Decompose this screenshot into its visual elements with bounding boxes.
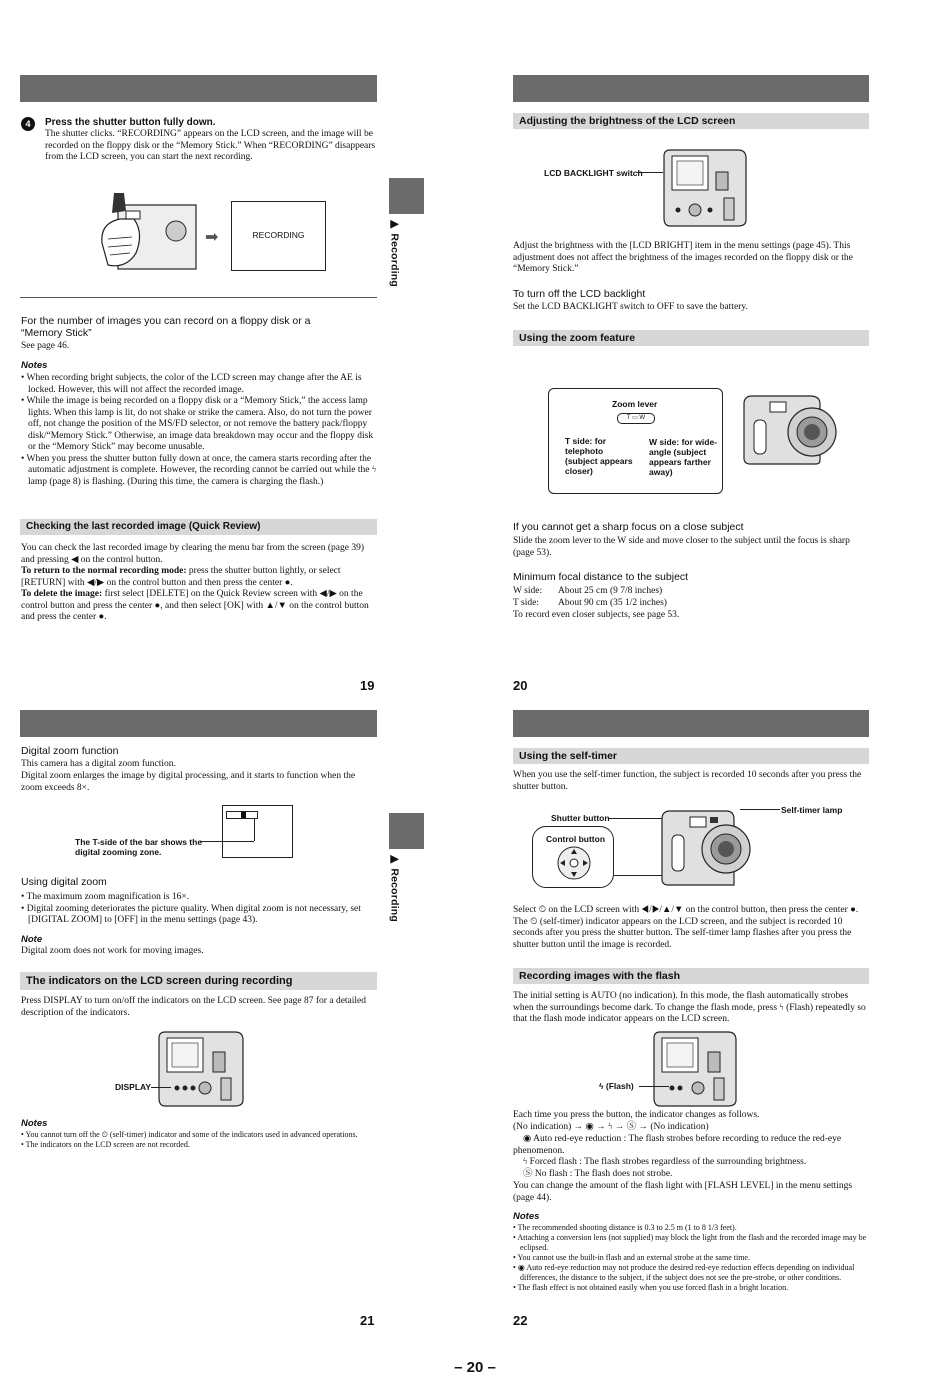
- sheet-page-number: – 20 –: [454, 1359, 496, 1376]
- flash-leader-line: [639, 1086, 669, 1087]
- t-side-label-row: T side:: [513, 598, 539, 608]
- self-timer-text2: Select ⏲ on the LCD screen with ◀/▶/▲/▼ on the control button, then press the center ●. The ⏲ (self-timer) indicator appears on the LCD screen, and the subject is recorded 10 seconds after you press the shutter button. The self-timer lamp flashes after you press the shutter button until the image is recorded.: [513, 905, 859, 950]
- page19-header-bar: [20, 75, 377, 102]
- images-count-title: For the number of images you can record on a floppy disk or a “Memory Stick”: [21, 315, 311, 339]
- notes-title-19: Notes: [21, 360, 48, 371]
- min-focal-title: Minimum focal distance to the subject: [513, 571, 689, 583]
- page-number-20: 20: [513, 678, 528, 693]
- w-side-value: About 25 cm (9 7/8 inches): [558, 586, 663, 596]
- note-item: • You cannot use the built-in flash and an external strobe at the same time.: [513, 1253, 869, 1263]
- indicators-text: Press DISPLAY to turn on/off the indicators on the LCD screen. See page 87 for a detailed description of the indicators.: [21, 996, 367, 1018]
- flash-button-label: ϟ (Flash): [599, 1081, 634, 1091]
- arrow-right-icon: ➡: [205, 229, 219, 246]
- quick-review-text: [21, 543, 377, 624]
- notes-list-19: [21, 373, 377, 488]
- digital-zoom-text1: This camera has a digital zoom function.: [21, 759, 176, 769]
- dz-list-item: • Digital zooming deteriorates the picture quality. When digital zoom is not necessary, set [DIGITAL ZOOM] to [OFF] in the menu settings (page 43).: [21, 904, 361, 927]
- note-text-21: Digital zoom does not work for moving images.: [21, 946, 204, 956]
- step-4-title: Press the shutter button fully down.: [45, 117, 216, 128]
- section-tab-bottom: [389, 813, 424, 849]
- cycle-intro: Each time you press the button, the indicator changes as follows.: [513, 1110, 760, 1120]
- note-item: • Attaching a conversion lens (not supplied) may block the light from the flash and the recorded image may be eclipsed.: [513, 1233, 869, 1253]
- camera-top-illustration: [660, 805, 752, 890]
- display-button-label: DISPLAY: [115, 1082, 152, 1092]
- camera-display-illustration: [155, 1030, 247, 1108]
- delete-text: first select [DELETE] on the Quick Review screen with ◀/▶ on the control button and press the center ●, and then select [OK] with ▲/▼ on the control button and press the center ●.: [21, 589, 369, 622]
- camera-back-illustration: [660, 148, 748, 228]
- t-side-row: [513, 598, 667, 610]
- note-item: • You cannot turn off the ⏲ (self-timer) indicator and some of the indicators used in advanced operations.: [21, 1130, 377, 1140]
- note-title-21: Note: [21, 934, 43, 945]
- control-button-label: Control button: [546, 834, 606, 844]
- return-text: press the shutter button lightly, or select [RETURN] with ◀/▶ on the control button and then press the center ●.: [21, 566, 341, 588]
- t-side-label: T side: for telephoto (subject appears closer): [565, 436, 633, 476]
- delete-label: To delete the image:: [21, 589, 103, 599]
- shutter-button-label: Shutter button: [551, 813, 610, 823]
- section-tab-label-bottom: ▶ Recording: [388, 853, 401, 923]
- note-item: • While the image is being recorded on a floppy disk or a “Memory Stick,” the access lamp lights. When this lamp is lit, do not shake or strike the camera. Also, do not turn the power off, not change the position of the MS/FD selector, or not remove the battery pack/floppy disk/“Memory Stick.” Otherwise, an image data breakdown may occur and the floppy disk or the “Memory Stick” may become unusable.: [21, 396, 377, 454]
- images-count-text: See page 46.: [21, 341, 70, 351]
- focus-title: If you cannot get a sharp focus on a close subject: [513, 521, 744, 533]
- flash-level-text: You can change the amount of the flash light with [FLASH LEVEL] in the menu settings (page 44).: [513, 1181, 853, 1203]
- w-side-label: W side: for wide-angle (subject appears farther away): [649, 437, 717, 477]
- step-4-number: 4: [21, 117, 35, 131]
- shutter-press-illustration: [98, 193, 198, 273]
- dz-list-item: • The maximum zoom magnification is 16×.: [21, 892, 361, 904]
- page20-header-bar: [513, 75, 869, 102]
- self-timer-lamp-label: Self-timer lamp: [781, 805, 843, 815]
- zoom-bar-callout-vline: [254, 819, 255, 841]
- step-4-text: The shutter clicks. “RECORDING” appears on the LCD screen, and the image will be recorded on the floppy disk or the “Memory Stick.” When “RECORDING” disappears from the LCD screen, you can start the next recording.: [45, 129, 376, 162]
- page19-divider: [20, 297, 377, 298]
- zoom-heading: Using the zoom feature: [513, 330, 869, 346]
- using-digital-zoom-title: Using digital zoom: [21, 876, 107, 888]
- lcd-brightness-heading: Adjusting the brightness of the LCD screen: [513, 113, 869, 129]
- note-item: • When recording bright subjects, the color of the LCD screen may change after the AE is locked. However, this will not affect the recorded image.: [21, 373, 377, 396]
- section-tab-label-top: ▶ Recording: [388, 218, 401, 288]
- note-item: • When you press the shutter button fully down at once, the camera starts recording after the automatic adjustment is complete. However, the recording cannot be carried out while the ϟ lamp (page 8) is flashing. (During this time, the camera is charging the flash.): [21, 454, 377, 489]
- zoom-lever-icon: T ▭ W: [617, 413, 655, 424]
- page21-header-bar: [20, 710, 377, 737]
- backlight-text: Set the LCD BACKLIGHT switch to OFF to save the battery.: [513, 302, 748, 312]
- zoom-bar-fill: [241, 812, 246, 818]
- self-timer-text: When you use the self-timer function, the subject is recorded 10 seconds after you press the shutter button.: [513, 770, 862, 792]
- t-side-value: About 90 cm (35 1/2 inches): [558, 598, 667, 608]
- self-timer-heading: Using the self-timer: [513, 748, 869, 764]
- control-arrow-line: [614, 875, 664, 876]
- flash-cycle: (No indication) → ◉ → ϟ → Ⓢ → (No indication): [513, 1122, 709, 1132]
- noflash-desc: Ⓢ No flash : The flash does not strobe.: [523, 1169, 673, 1179]
- note-item: • ◉ Auto red-eye reduction may not produce the desired red-eye reduction effects depending on individual differences, the distance to the subject, if the subject does not see the pre-strobe, or other conditions.: [513, 1263, 869, 1283]
- digital-zoom-list: [21, 892, 361, 927]
- flash-text: The initial setting is AUTO (no indication). In this mode, the flash automatically strobes when the surroundings become dark. To change the flash mode, press ϟ (Flash) repeatedly so that the flash mode indicator appears on the LCD screen.: [513, 991, 866, 1024]
- note-item: • The flash effect is not obtained easily when you use forced flash in a bright location.: [513, 1283, 869, 1293]
- bar-caption: The T-side of the bar shows the digital zooming zone.: [75, 837, 203, 857]
- notes-list-22: [513, 1223, 869, 1293]
- redeye-desc: ◉ Auto red-eye reduction : The flash strobes before recording to reduce the red-eye phenomenon.: [513, 1134, 842, 1156]
- zoom-lever-label: Zoom lever: [612, 399, 658, 409]
- display-leader-line: [151, 1087, 171, 1088]
- camera-flash-illustration: [650, 1030, 740, 1108]
- return-label: To return to the normal recording mode:: [21, 566, 187, 576]
- w-side-label-row: W side:: [513, 586, 543, 596]
- indicators-heading: The indicators on the LCD screen during recording: [20, 972, 377, 990]
- focus-text: Slide the zoom lever to the W side and move closer to the subject until the focus is sharp (page 53).: [513, 536, 850, 558]
- note-item: • The recommended shooting distance is 0.3 to 2.5 m (1 to 8 1/3 feet).: [513, 1223, 869, 1233]
- page22-header-bar: [513, 710, 869, 737]
- lcd-backlight-switch-label: LCD BACKLIGHT switch: [544, 168, 643, 178]
- lcd-brightness-text: Adjust the brightness with the [LCD BRIGHT] item in the menu settings (page 45). This adjustment does not affect the brightness of the images recorded on the floppy disk or the “Memory Stick.”: [513, 241, 853, 274]
- zoom-bar-indicator: [226, 811, 258, 819]
- camera-front-illustration: [740, 392, 840, 467]
- closer-subjects-text: To record even closer subjects, see page 53.: [513, 610, 680, 620]
- flash-heading: Recording images with the flash: [513, 968, 869, 984]
- quick-review-heading: Checking the last recorded image (Quick Review): [20, 519, 377, 535]
- quick-review-intro: You can check the last recorded image by clearing the menu bar from the screen (page 39) and pressing ◀ on the control button.: [21, 543, 365, 565]
- digital-zoom-title: Digital zoom function: [21, 745, 119, 757]
- page-number-19: 19: [360, 678, 375, 693]
- control-pad-icon: [556, 845, 592, 881]
- lcd-recording-text: RECORDING: [252, 230, 305, 240]
- notes-title-21: Notes: [21, 1118, 48, 1129]
- forced-desc: ϟ Forced flash : The flash strobes regardless of the surrounding brightness.: [523, 1157, 807, 1167]
- notes-list-21: [21, 1130, 377, 1150]
- digital-zoom-text2: Digital zoom enlarges the image by digital processing, and it starts to function when the zoom exceeds 8×.: [21, 771, 356, 793]
- backlight-title: To turn off the LCD backlight: [513, 288, 646, 300]
- page-number-22: 22: [513, 1313, 528, 1328]
- w-side-row: [513, 586, 662, 598]
- page-number-21: 21: [360, 1313, 375, 1328]
- section-tab-top: [389, 178, 424, 214]
- note-item: • The indicators on the LCD screen are not recorded.: [21, 1140, 377, 1150]
- notes-title-22: Notes: [513, 1211, 540, 1222]
